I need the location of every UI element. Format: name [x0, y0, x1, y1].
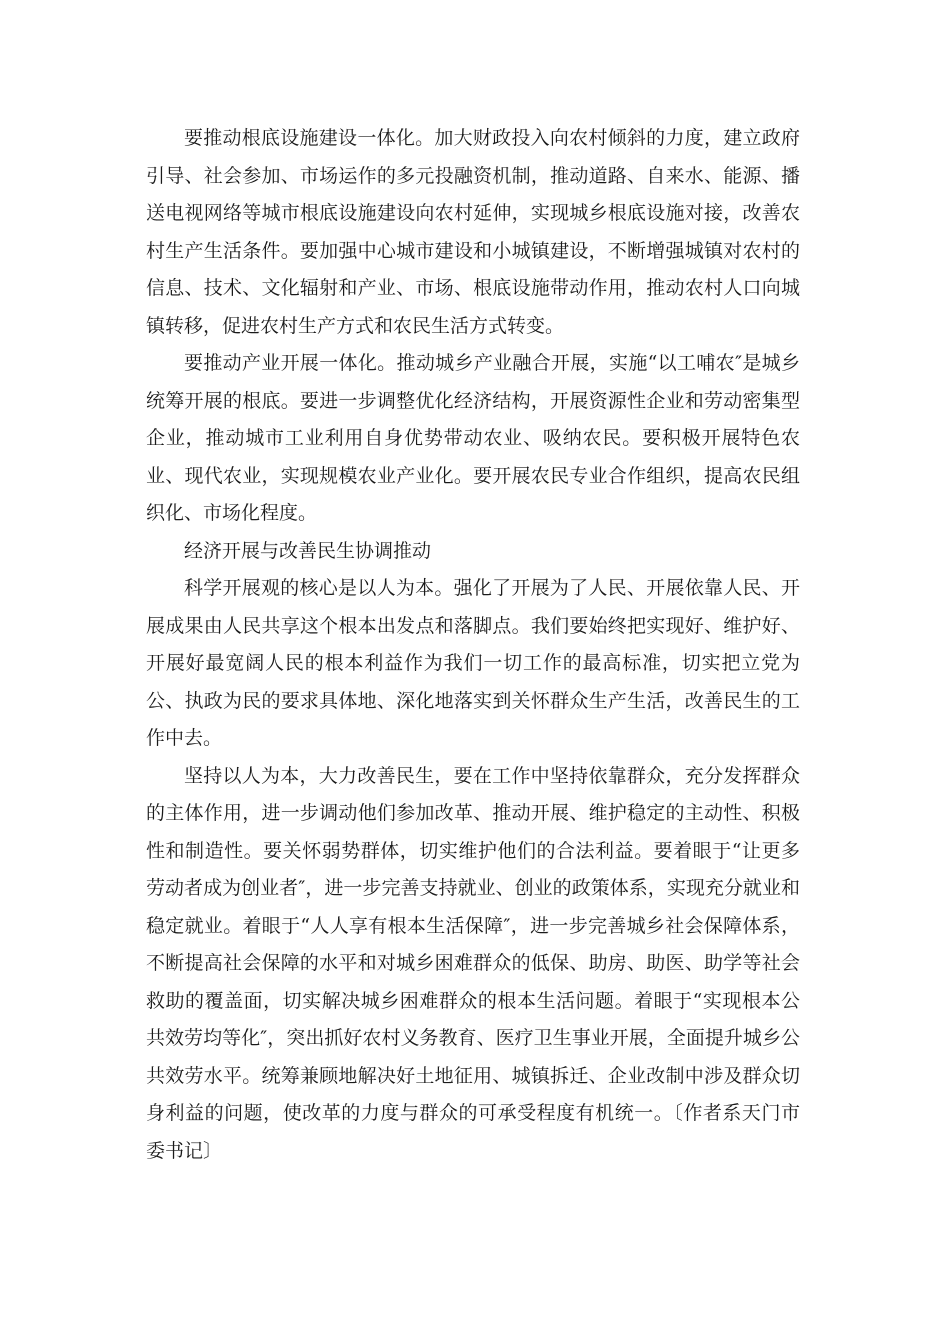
paragraph-livelihood: 坚持以人为本，大力改善民生，要在工作中坚持依靠群众，充分发挥群众的主体作用，进一步调动他们参加改革、推动开展、维护稳定的主动性、积极性和制造性。要关怀弱势群体，切实维护他们的合法利益。要着眼于“让更多劳动者成为创业者″，进一步完善支持就业、创业的政策体系，实现充分就业和稳定就业。着眼于“人人享有根本生活保障″，进一步完善城乡社会保障体系，不断提高社会保障的水平和对城乡困难群众的低保、助房、助医、助学等社会救助的覆盖面，切实解决城乡困难群众的根本生活问题。着眼于“实现根本公共效劳均等化″，突出抓好农村义务教育、医疗卫生事业开展，全面提升城乡公共效劳水平。统筹兼顾地解决好土地征用、城镇拆迁、企业改制中涉及群众切身利益的问题，使改革的力度与群众的可承受程度有机统一。〔作者系天门市委书记〕	[146, 764, 800, 1162]
section-heading: 经济开展与改善民生协调推动	[184, 539, 432, 562]
paragraph-industry: 要推动产业开展一体化。推动城乡产业融合开展，实施“以工哺农″是城乡统筹开展的根底。要进一步调整优化经济结构，开展资源性企业和劳动密集型企业，推动城市工业利用自身优势带动农业、吸纳农民。要积极开展特色农业、现代农业，实现规模农业产业化。要开展农民专业合作组织，提高农民组织化、市场化程度。	[146, 352, 800, 524]
paragraph-infrastructure: 要推动根底设施建设一体化。加大财政投入向农村倾斜的力度，建立政府引导、社会参加、市场运作的多元投融资机制，推动道路、自来水、能源、播送电视网络等城市根底设施建设向农村延伸，实现城乡根底设施对接，改善农村生产生活条件。要加强中心城市建设和小城镇建设，不断增强城镇对农村的信息、技术、文化辐射和产业、市场、根底设施带动作用，推动农村人口向城镇转移，促进农村生产方式和农民生活方式转变。	[146, 127, 800, 337]
paragraph-people-oriented: 科学开展观的核心是以人为本。强化了开展为了人民、开展依靠人民、开展成果由人民共享这个根本出发点和落脚点。我们要始终把实现好、维护好、开展好最宽阔人民的根本利益作为我们一切工作的最高标准，切实把立党为公、执政为民的要求具体地、深化地落实到关怀群众生产生活，改善民生的工作中去。	[146, 577, 800, 749]
article-body	[146, 120, 800, 1170]
